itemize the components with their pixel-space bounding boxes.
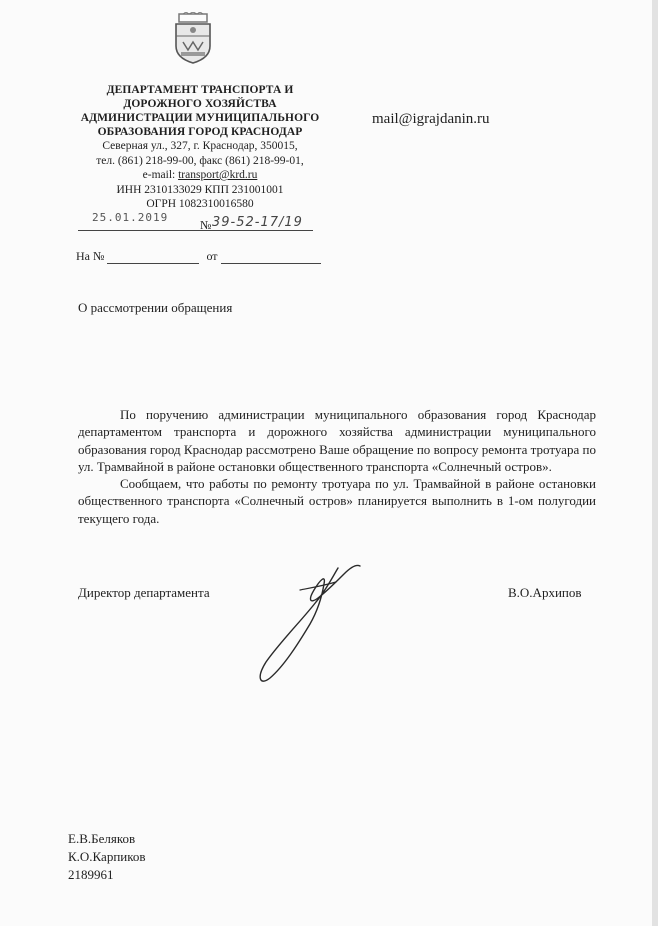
executor-2: К.О.Карпиков bbox=[68, 849, 146, 864]
executor-1: Е.В.Беляков bbox=[68, 831, 136, 846]
signer-position: Директор департамента bbox=[78, 585, 210, 600]
letter-body bbox=[78, 406, 596, 527]
sender-header bbox=[70, 83, 330, 212]
reference-number-label: На № bbox=[76, 249, 105, 263]
registration-number-label: № bbox=[200, 218, 212, 232]
department-line-1: ДЕПАРТАМЕНТ ТРАНСПОРТА И bbox=[106, 84, 294, 96]
recipient-email: mail@igrajdanin.ru bbox=[372, 111, 490, 127]
department-line-4: ОБРАЗОВАНИЯ ГОРОД КРАСНОДАР bbox=[97, 126, 303, 138]
reference-from-label: от bbox=[206, 249, 218, 263]
sender-email-link[interactable]: transport@krd.ru bbox=[178, 169, 258, 181]
reference-line bbox=[76, 249, 321, 264]
reference-number-blank bbox=[107, 251, 199, 264]
handwritten-signature-icon bbox=[240, 560, 380, 690]
coat-of-arms-icon bbox=[173, 12, 213, 64]
letter-subject: О рассмотрении обращения bbox=[78, 300, 233, 315]
scan-edge bbox=[652, 0, 658, 926]
sender-phone: тел. (861) 218-99-00, факс (861) 218-99-01, bbox=[96, 154, 304, 167]
executors-block bbox=[68, 830, 146, 884]
sender-email-line bbox=[70, 168, 330, 183]
department-line-2: ДОРОЖНОГО ХОЗЯЙСТВА bbox=[123, 98, 277, 110]
sender-inn-kpp: ИНН 2310133029 КПП 231001001 bbox=[116, 183, 284, 196]
registration-date: 25.01.2019 bbox=[92, 211, 169, 224]
sender-ogrn: ОГРН 1082310016580 bbox=[146, 198, 254, 210]
body-paragraph-2: Сообщаем, что работы по ремонту тротуара по ул. Трамвайной в районе остановки общественного транспорта «Солнечный остров» планируется выполнить в 1-ом полугодии текущего года. bbox=[78, 476, 596, 526]
body-paragraph-1: По поручению администрации муниципального образования город Краснодар департаментом транспорта и дорожного хозяйства администрации муниципального образования город Краснодар рассмотрено Ваше обращение по вопросу ремонта тротуара по ул. Трамвайной в районе остановки общественного транспорта «Солнечный остров». bbox=[78, 407, 596, 474]
signer-name: В.О.Архипов bbox=[508, 585, 582, 600]
registration-number: 39-52-17/19 bbox=[212, 215, 303, 230]
executor-phone: 2189961 bbox=[68, 867, 114, 882]
department-line-3: АДМИНИСТРАЦИИ МУНИЦИПАЛЬНОГО bbox=[80, 112, 320, 124]
email-prefix: e-mail: bbox=[142, 169, 179, 181]
reference-date-blank bbox=[221, 251, 321, 264]
sender-address: Северная ул., 327, г. Краснодар, 350015, bbox=[102, 140, 298, 152]
